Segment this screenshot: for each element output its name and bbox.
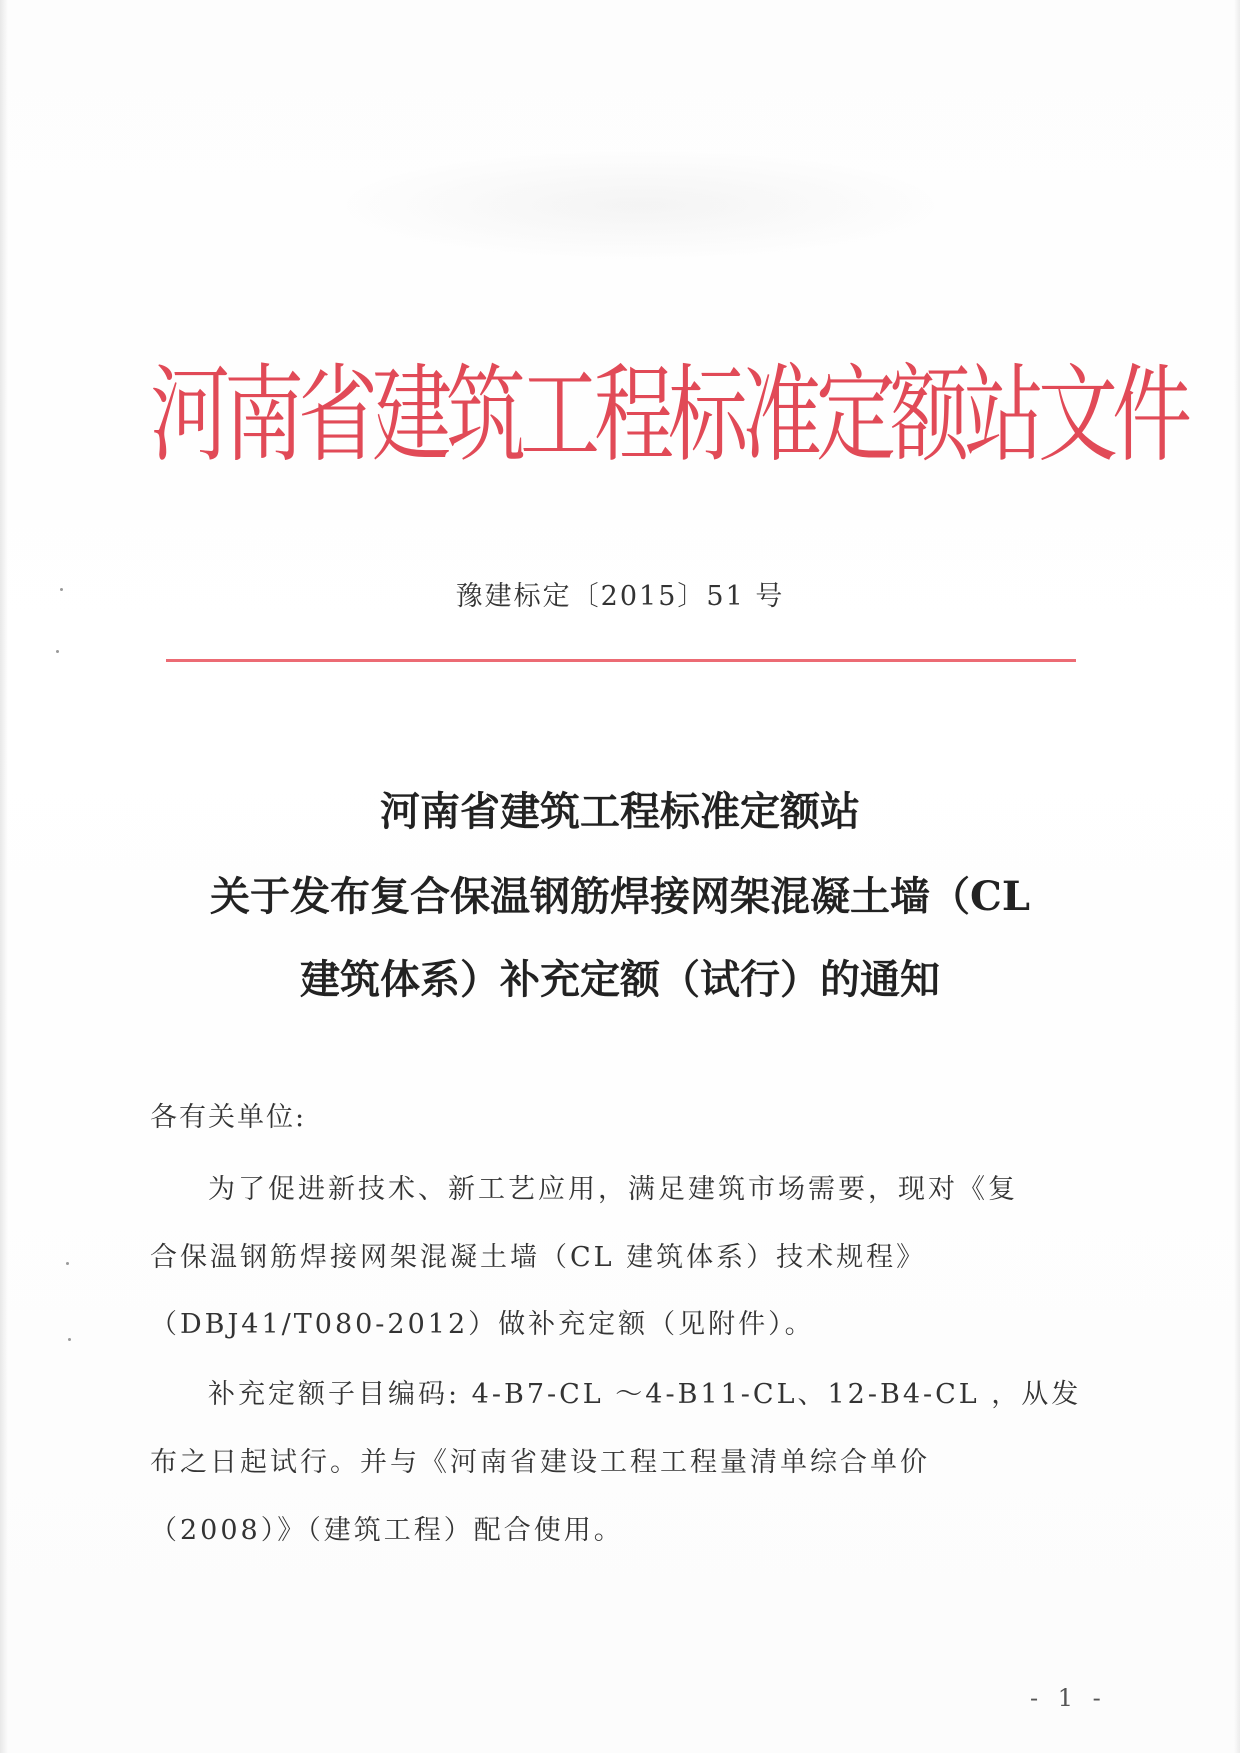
scan-speck [56, 650, 59, 653]
notice-title-line-3: 建筑体系）补充定额（试行）的通知 [300, 956, 940, 1003]
scan-bleed-through [340, 150, 940, 260]
scan-speck [68, 1338, 71, 1341]
body-line-1: 为了促进新技术、新工艺应用，满足建筑市场需要，现对《复 [208, 1174, 1018, 1205]
salutation: 各有关单位: [150, 1102, 307, 1133]
body-line-2: 合保温钢筋焊接网架混凝土墙（CL 建筑体系）技术规程》 [150, 1242, 927, 1273]
body-line-4: 补充定额子目编码: 4-B7-CL ～4-B11-CL、12-B4-CL ，从发 [208, 1379, 1082, 1410]
scan-speck [60, 588, 63, 591]
red-separator-line [166, 659, 1076, 662]
page-number: - 1 - [1030, 1684, 1107, 1712]
scan-edge-left [0, 0, 8, 1753]
notice-title-line-2: 关于发布复合保温钢筋焊接网架混凝土墙（CL [210, 873, 1030, 920]
notice-title-line-1: 河南省建筑工程标准定额站 [380, 788, 860, 835]
scan-edge-right [1234, 0, 1240, 1753]
issuer-header-title: 河南省建筑工程标准定额站文件 [150, 353, 1186, 477]
body-line-3: （DBJ41/T080-2012）做补充定额（见附件）。 [150, 1309, 815, 1340]
document-number: 豫建标定〔2015〕51 号 [455, 581, 785, 612]
scan-speck [66, 1262, 69, 1265]
body-line-5: 布之日起试行。并与《河南省建设工程工程量清单综合单价 [150, 1447, 930, 1478]
body-line-6: （2008）》（建筑工程）配合使用。 [150, 1515, 624, 1546]
